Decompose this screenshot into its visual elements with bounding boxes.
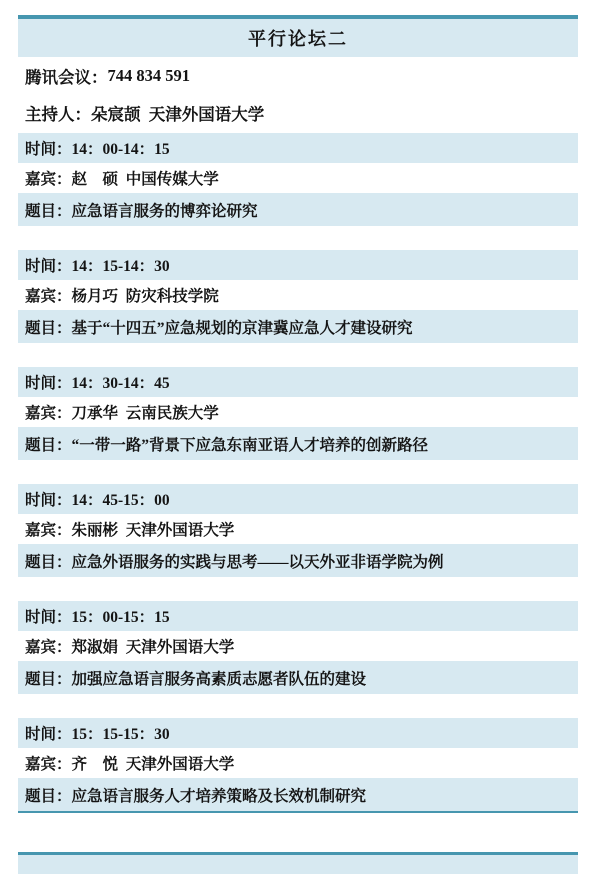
guest-value: 郑淑娟 天津外国语大学 bbox=[71, 639, 235, 656]
session-topic-row bbox=[18, 778, 578, 813]
time-label: 时间： bbox=[25, 258, 72, 275]
time-label: 时间： bbox=[25, 492, 72, 509]
session-time-row bbox=[18, 484, 578, 514]
topic-label: 题目： bbox=[25, 553, 72, 571]
guest-label: 嘉宾： bbox=[25, 405, 72, 422]
session-guest-row bbox=[18, 514, 578, 544]
session-guest-row bbox=[18, 163, 578, 193]
session-guest-row bbox=[18, 748, 578, 778]
topic-label: 题目： bbox=[25, 670, 72, 688]
topic-value: 应急外语服务的实践与思考——以天外亚非语学院为例 bbox=[71, 553, 444, 571]
meeting-label: 腾讯会议： bbox=[25, 67, 108, 87]
time-label: 时间： bbox=[25, 141, 72, 158]
host-name: 朵宸颉 天津外国语大学 bbox=[91, 104, 265, 124]
topic-label: 题目： bbox=[25, 436, 72, 454]
host-label: 主持人： bbox=[25, 104, 91, 124]
guest-value: 赵 硕 中国传媒大学 bbox=[71, 171, 219, 188]
time-label: 时间： bbox=[25, 609, 72, 626]
topic-label: 题目： bbox=[25, 202, 72, 220]
time-label: 时间： bbox=[25, 375, 72, 392]
session-block-3 bbox=[18, 367, 578, 460]
session-topic-row bbox=[18, 427, 578, 460]
time-value: 15：00-15：15 bbox=[71, 609, 170, 626]
session-time-row bbox=[18, 250, 578, 280]
meeting-id-line bbox=[18, 57, 578, 94]
time-value: 14：15-14：30 bbox=[71, 258, 170, 275]
session-block-5 bbox=[18, 601, 578, 694]
time-label: 时间： bbox=[25, 726, 72, 743]
time-value: 14：00-14：15 bbox=[71, 141, 170, 158]
session-time-row bbox=[18, 367, 578, 397]
guest-value: 齐 悦 天津外国语大学 bbox=[71, 756, 235, 773]
host-line bbox=[18, 94, 578, 131]
topic-label: 题目： bbox=[25, 787, 72, 805]
session-guest-row bbox=[18, 631, 578, 661]
session-guest-row bbox=[18, 280, 578, 310]
session-time-row bbox=[18, 601, 578, 631]
footer-bar bbox=[18, 852, 578, 874]
guest-value: 刀承华 云南民族大学 bbox=[71, 405, 219, 422]
topic-value: 基于“十四五”应急规划的京津冀应急人才建设研究 bbox=[71, 319, 413, 337]
session-guest-row bbox=[18, 397, 578, 427]
page-title: 平行论坛二 bbox=[248, 29, 348, 49]
session-topic-row bbox=[18, 193, 578, 226]
time-value: 14：45-15：00 bbox=[71, 492, 170, 509]
guest-label: 嘉宾： bbox=[25, 288, 72, 305]
document-content bbox=[18, 15, 578, 837]
session-block-2 bbox=[18, 250, 578, 343]
topic-value: 应急语言服务人才培养策略及长效机制研究 bbox=[71, 787, 367, 805]
guest-label: 嘉宾： bbox=[25, 639, 72, 656]
forum-title-bar bbox=[18, 15, 578, 57]
session-time-row bbox=[18, 133, 578, 163]
time-value: 14：30-14：45 bbox=[71, 375, 170, 392]
guest-value: 朱丽彬 天津外国语大学 bbox=[71, 522, 235, 539]
session-block-6 bbox=[18, 718, 578, 813]
guest-value: 杨月巧 防灾科技学院 bbox=[71, 288, 219, 305]
meeting-id-value: 744 834 591 bbox=[107, 65, 190, 85]
topic-value: 加强应急语言服务高素质志愿者队伍的建设 bbox=[71, 670, 367, 688]
guest-label: 嘉宾： bbox=[25, 522, 72, 539]
guest-label: 嘉宾： bbox=[25, 756, 72, 773]
session-block-4 bbox=[18, 484, 578, 577]
session-topic-row bbox=[18, 544, 578, 577]
session-topic-row bbox=[18, 310, 578, 343]
session-time-row bbox=[18, 718, 578, 748]
session-list bbox=[18, 133, 578, 813]
session-block-1 bbox=[18, 133, 578, 226]
topic-value: “一带一路”背景下应急东南亚语人才培养的创新路径 bbox=[71, 436, 429, 454]
topic-value: 应急语言服务的博弈论研究 bbox=[71, 202, 258, 220]
guest-label: 嘉宾： bbox=[25, 171, 72, 188]
topic-label: 题目： bbox=[25, 319, 72, 337]
session-topic-row bbox=[18, 661, 578, 694]
time-value: 15：15-15：30 bbox=[71, 726, 170, 743]
